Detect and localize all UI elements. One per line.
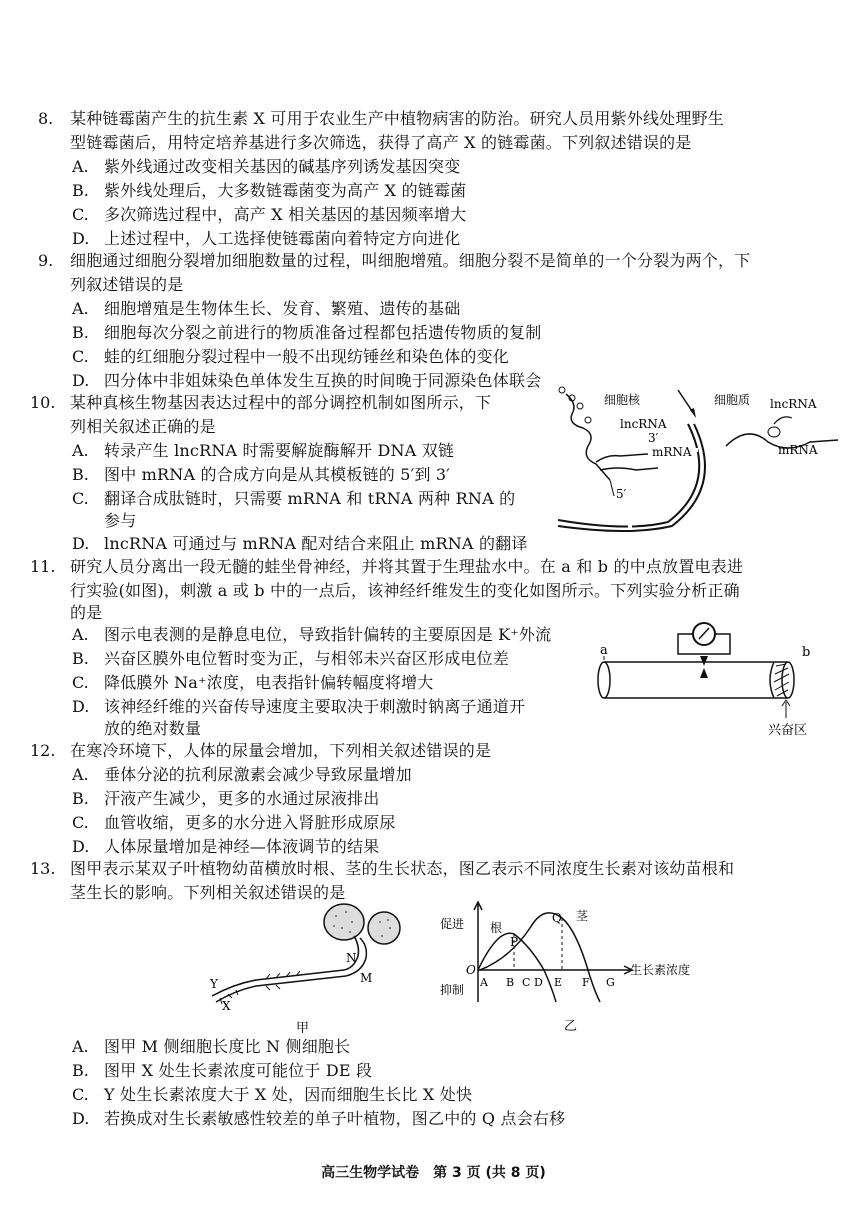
q8-stem-line1: 某种链霉菌产生的抗生素 X 可用于农业生产中植物病害的防治。研究人员用紫外线处理野生 <box>70 109 724 128</box>
q9-option-a-letter: A. <box>72 299 89 318</box>
q10-label-5prime: 5′ <box>616 487 627 501</box>
q13-yi-tick-e: E <box>554 976 563 989</box>
q12-option-a-letter: A. <box>72 765 89 784</box>
q11-stem-line2: 行实验(如图)，刺激 a 或 b 中的一点后，该神经纤维发生的变化如图所示。下列实验分析正确 <box>70 581 740 600</box>
q9-option-a: 细胞增殖是生物体生长、发育、繁殖、遗传的基础 <box>104 299 461 318</box>
q13-yi-tick-c: C <box>522 976 531 989</box>
q11-label-b: b <box>802 645 811 660</box>
q13-option-d-letter: D. <box>72 1109 90 1128</box>
q9-option-b-letter: B. <box>72 323 89 342</box>
q10-label-mrna-out: mRNA <box>778 443 818 457</box>
q11-option-b-letter: B. <box>72 649 89 668</box>
q12-option-d-letter: D. <box>72 837 90 856</box>
q9-option-c-letter: C. <box>72 347 89 366</box>
q11-option-d-letter: D. <box>72 697 90 716</box>
q11-nerve-fiber-figure <box>596 620 842 740</box>
q13-stem-line1: 图甲表示某双子叶植物幼苗横放时根、茎的生长状态，图乙表示不同浓度生长素对该幼苗根和 <box>70 859 735 878</box>
q8-option-c: 多次筛选过程中，高产 X 相关基因的基因频率增大 <box>104 205 467 224</box>
q10-label-lncrna-out: lncRNA <box>770 397 817 411</box>
q13-yi-tick-a: A <box>480 976 488 989</box>
q10-label-nucleus: 细胞核 <box>604 393 641 407</box>
q10-gene-regulation-figure <box>548 384 838 532</box>
q13-jia-label-x: X <box>222 999 231 1013</box>
q9-number: 9. <box>38 251 54 270</box>
q12-option-b: 汗液产生减少，更多的水通过尿液排出 <box>104 789 380 808</box>
q13-yi-root-label: 根 <box>490 921 503 935</box>
q10-label-cytoplasm: 细胞质 <box>714 393 751 407</box>
q13-option-a-letter: A. <box>72 1037 89 1056</box>
q11-option-c-letter: C. <box>72 673 89 692</box>
q10-option-d: lncRNA 可通过与 mRNA 配对结合来阻止 mRNA 的翻译 <box>104 534 528 553</box>
q13-auxin-chart <box>440 898 720 1038</box>
q12-option-a: 垂体分泌的抗利尿激素会减少导致尿量增加 <box>104 765 412 784</box>
q10-option-c-cont: 参与 <box>104 511 137 530</box>
q11-option-b: 兴奋区膜外电位暂时变为正，与相邻未兴奋区形成电位差 <box>104 649 510 668</box>
q8-option-a: 紫外线通过改变相关基因的碱基序列诱发基因突变 <box>104 157 461 176</box>
q8-option-a-letter: A. <box>72 157 89 176</box>
q8-number: 8. <box>38 109 54 128</box>
q11-option-d-cont: 放的绝对数量 <box>104 719 202 738</box>
q9-stem-line1: 细胞通过细胞分裂增加细胞数量的过程，叫细胞增殖。细胞分裂不是简单的一个分裂为两个，下 <box>70 251 751 270</box>
q13-yi-stem-label: 茎 <box>576 909 589 923</box>
q11-option-a: 图示电表测的是静息电位，导致指针偏转的主要原因是 K⁺外流 <box>104 625 552 644</box>
q9-option-d-letter: D. <box>72 371 90 390</box>
q10-label-3prime: 3′ <box>648 431 659 445</box>
q9-option-d: 四分体中非姐妹染色单体发生互换的时间晚于同源染色体联会 <box>104 371 542 390</box>
q13-option-c-letter: C. <box>72 1085 89 1104</box>
q13-yi-tick-g: G <box>606 976 615 989</box>
q8-option-c-letter: C. <box>72 205 89 224</box>
q13-jia-label-m: M <box>360 971 373 985</box>
q10-stem-line1: 某种真核生物基因表达过程中的部分调控机制如图所示，下 <box>70 393 492 412</box>
q8-option-d-letter: D. <box>72 229 90 248</box>
q10-option-c: 翻译合成肽链时，只需要 mRNA 和 tRNA 两种 RNA 的 <box>104 489 516 508</box>
q13-option-c: Y 处生长素浓度大于 X 处，因而细胞生长比 X 处快 <box>104 1085 473 1104</box>
q13-number: 13. <box>30 859 56 878</box>
q8-option-d: 上述过程中，人工选择使链霉菌向着特定方向进化 <box>104 229 461 248</box>
q10-option-c-letter: C. <box>72 489 89 508</box>
q10-option-b-letter: B. <box>72 465 89 484</box>
q13-option-b: 图甲 X 处生长素浓度可能位于 DE 段 <box>104 1061 373 1080</box>
q12-option-c: 血管收缩，更多的水分进入肾脏形成原尿 <box>104 813 396 832</box>
q13-jia-label-y: Y <box>210 977 218 991</box>
q11-option-d: 该神经纤维的兴奋传导速度主要取决于刺激时钠离子通道开 <box>104 697 526 716</box>
q13-seedling-figure <box>196 898 416 1038</box>
q13-yi-xlabel: 生长素浓度 <box>630 963 691 977</box>
q13-yi-tick-f: F <box>582 976 590 989</box>
q10-number: 10. <box>30 393 56 412</box>
q11-stem-line1: 研究人员分离出一段无髓的蛙坐骨神经，并将其置于生理盐水中。在 a 和 b 的中点放置电表进 <box>70 557 744 576</box>
q10-stem-line2: 列相关叙述正确的是 <box>70 417 216 436</box>
q13-yi-origin: O <box>466 963 476 977</box>
q13-stem-line2: 茎生长的影响。下列相关叙述错误的是 <box>70 883 346 902</box>
q11-label-excited-zone: 兴奋区 <box>768 723 808 738</box>
q11-option-c: 降低膜外 Na⁺浓度，电表指针偏转幅度将增大 <box>104 673 434 692</box>
q10-option-d-letter: D. <box>72 534 90 553</box>
q11-label-a: a <box>600 643 608 658</box>
q12-option-d: 人体尿量增加是神经—体液调节的结果 <box>104 837 380 856</box>
q8-option-b: 紫外线处理后，大多数链霉菌变为高产 X 的链霉菌 <box>104 181 467 200</box>
q13-yi-tick-b: B <box>506 976 515 989</box>
q13-option-d: 若换成对生长素敏感性较差的单子叶植物，图乙中的 Q 点会右移 <box>104 1109 566 1128</box>
q10-label-lncrna-in: lncRNA <box>620 417 667 431</box>
q11-stem-line3: 的是 <box>70 603 103 622</box>
q9-stem-line2: 列叙述错误的是 <box>70 275 184 294</box>
q13-yi-point-p: P <box>510 935 519 949</box>
q13-option-b-letter: B. <box>72 1061 89 1080</box>
q10-option-a: 转录产生 lncRNA 时需要解旋酶解开 DNA 双链 <box>104 441 455 460</box>
q13-option-a: 图甲 M 侧细胞长度比 N 侧细胞长 <box>104 1037 351 1056</box>
q13-yi-caption: 乙 <box>564 1019 578 1034</box>
q13-yi-inhibit: 抑制 <box>440 983 465 997</box>
q12-number: 12. <box>30 741 56 760</box>
q10-option-a-letter: A. <box>72 441 89 460</box>
q9-option-c: 蛙的红细胞分裂过程中一般不出现纺锤丝和染色体的变化 <box>104 347 510 366</box>
q8-option-b-letter: B. <box>72 181 89 200</box>
page-footer: 高三生物学试卷 第 3 页 (共 8 页) <box>321 1165 546 1181</box>
q12-option-c-letter: C. <box>72 813 89 832</box>
q10-option-b: 图中 mRNA 的合成方向是从其模板链的 5′到 3′ <box>104 465 451 484</box>
q10-label-mrna-in: mRNA <box>652 445 692 459</box>
q13-yi-tick-d: D <box>534 976 543 989</box>
q13-yi-point-q: Q <box>552 911 562 925</box>
q11-option-a-letter: A. <box>72 625 89 644</box>
q8-stem-line2: 型链霉菌后，用特定培养基进行多次筛选，获得了高产 X 的链霉菌。下列叙述错误的是 <box>70 133 692 152</box>
q13-jia-label-n: N <box>346 951 357 965</box>
q9-option-b: 细胞每次分裂之前进行的物质准备过程都包括遗传物质的复制 <box>104 323 542 342</box>
q12-stem: 在寒冷环境下，人体的尿量会增加，下列相关叙述错误的是 <box>70 741 492 760</box>
q13-yi-promote: 促进 <box>440 917 465 931</box>
q13-jia-caption: 甲 <box>296 1021 310 1036</box>
q11-number: 11. <box>30 557 56 576</box>
q12-option-b-letter: B. <box>72 789 89 808</box>
